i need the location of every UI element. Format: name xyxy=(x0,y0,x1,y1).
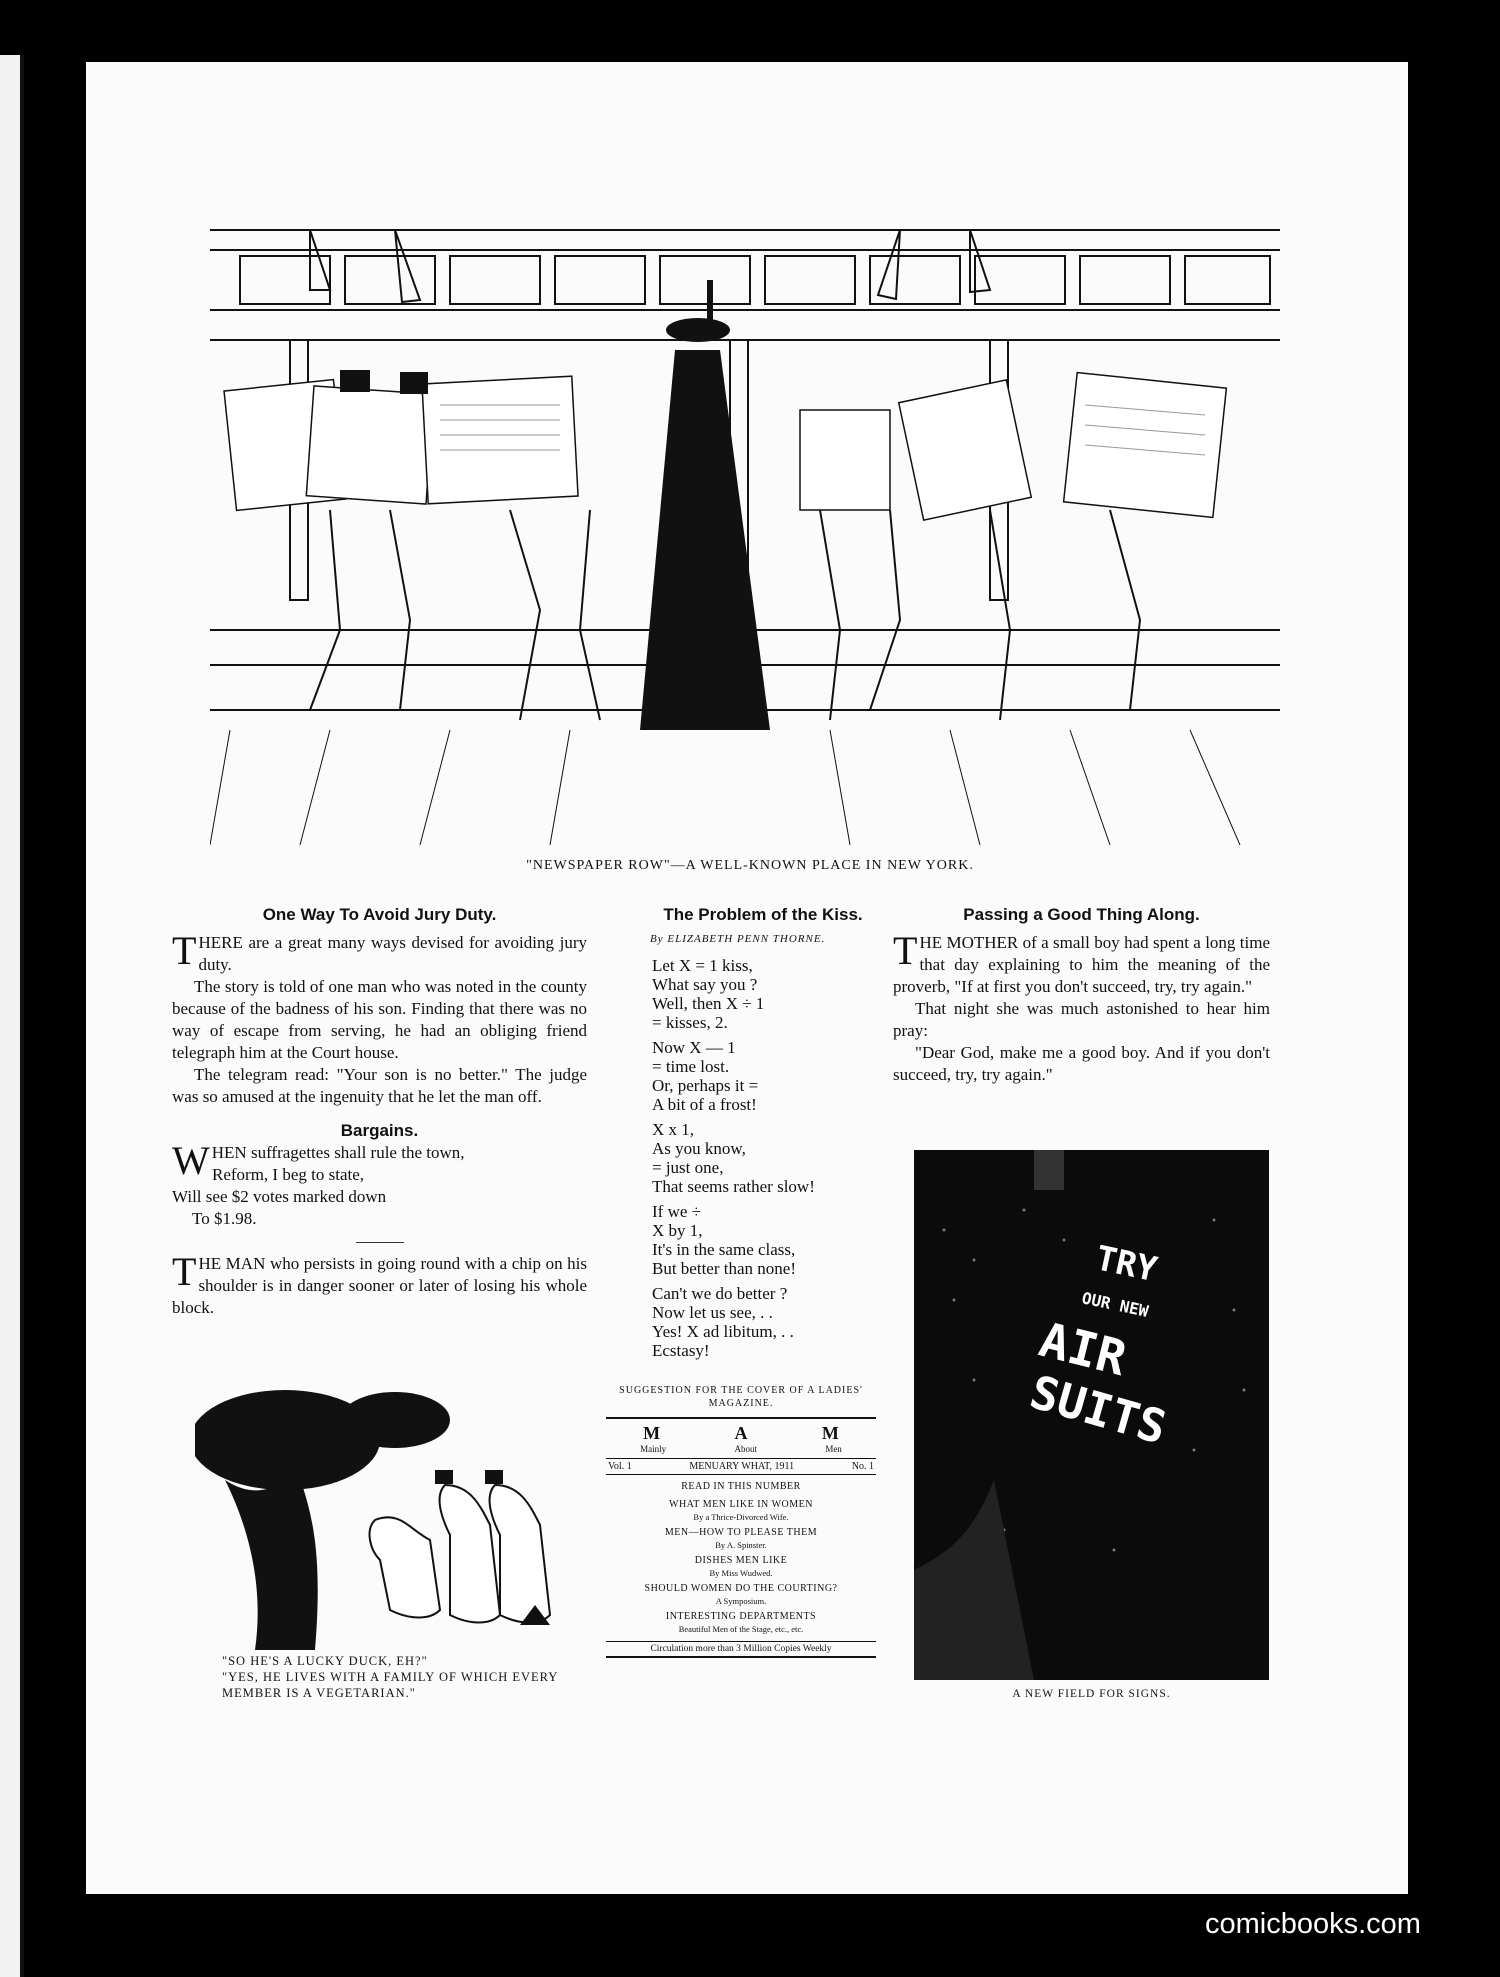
kiss-poem xyxy=(638,956,888,1360)
watermark: comicbooks.com xyxy=(1205,1908,1421,1940)
lucky-duck-cartoon xyxy=(195,1380,577,1650)
kiss-byline: By ELIZABETH PENN THORNE. xyxy=(650,933,826,945)
contents-byline: A Symposium. xyxy=(715,1596,767,1606)
passing-paragraph-1: THE MOTHER of a small boy had spent a long time that day explaining to him the meaning of the proverb, "If at first you don't succeed, try, try again." xyxy=(893,928,1270,996)
right-column xyxy=(893,904,1270,1086)
masthead-letter: M xyxy=(821,1423,839,1443)
masthead-word: Men xyxy=(825,1444,842,1454)
issue-date: MENUARY WHAT, 1911 xyxy=(689,1461,795,1472)
sign-text: AIR xyxy=(1034,1311,1132,1388)
poem-line: As you know, xyxy=(652,1139,746,1158)
poem-line: A bit of a frost! xyxy=(652,1095,757,1114)
caption-line: "SO HE'S A LUCKY DUCK, EH?" xyxy=(222,1654,428,1668)
sign-text: SUITS xyxy=(1024,1364,1173,1455)
poem-line: Or, perhaps it = xyxy=(652,1076,759,1095)
poem-line: If we ÷ xyxy=(652,1202,701,1221)
poem-line: Can't we do better ? xyxy=(652,1284,788,1303)
contents-heading: READ IN THIS NUMBER xyxy=(681,1481,801,1492)
sign-text: TRY xyxy=(1092,1238,1161,1291)
jury-paragraph-1: THERE are a great many ways devised for avoiding jury duty. xyxy=(172,928,587,974)
bargains-line: WHEN suffragettes shall rule the town, xyxy=(172,1138,465,1183)
sign-text: OUR NEW xyxy=(1080,1288,1151,1321)
issue-line xyxy=(606,1458,876,1475)
air-signs-caption: A NEW FIELD FOR SIGNS. xyxy=(1012,1688,1171,1700)
caption-line: "YES, HE LIVES WITH A FAMILY OF WHICH EVERY MEMBER IS A VEGETARIAN." xyxy=(222,1670,558,1700)
bargains-line: Reform, I beg to state, xyxy=(212,1165,365,1184)
divider xyxy=(356,1242,404,1243)
poem-line: Now let us see, . . xyxy=(652,1303,773,1322)
poem-line: Now X — 1 xyxy=(652,1038,736,1057)
adjacent-page-edge xyxy=(0,55,20,1977)
circulation-line: Circulation more than 3 Million Copies Weekly xyxy=(606,1641,876,1658)
poem-line: Well, then X ÷ 1 xyxy=(652,994,765,1013)
kiss-title: The Problem of the Kiss. xyxy=(663,905,863,924)
poem-line: Ecstasy! xyxy=(652,1341,710,1360)
mock-magazine-cover xyxy=(606,1417,876,1658)
left-column xyxy=(172,904,587,1319)
poem-line: It's in the same class, xyxy=(652,1240,796,1259)
volume: Vol. 1 xyxy=(608,1461,632,1472)
poem-line: X by 1, xyxy=(652,1221,703,1240)
poem-line: Yes! X ad libitum, . . xyxy=(652,1322,794,1341)
bargains-verse xyxy=(172,1138,587,1230)
poem-line: = kisses, 2. xyxy=(652,1013,728,1032)
page-gutter-shadow xyxy=(20,55,24,1977)
masthead-letters xyxy=(606,1423,876,1444)
duck-cartoon-caption xyxy=(196,1653,596,1701)
contents-item: DISHES MEN LIKE xyxy=(694,1555,788,1566)
contents-byline: Beautiful Men of the Stage, etc., etc. xyxy=(678,1624,804,1634)
contents-byline: By Miss Wudwed. xyxy=(709,1568,773,1578)
bargains-line: To $1.98. xyxy=(192,1209,257,1228)
contents-byline: By A. Spinster. xyxy=(715,1540,767,1550)
poem-line: What say you ? xyxy=(652,975,758,994)
contents-item: INTERESTING DEPARTMENTS xyxy=(665,1611,817,1622)
middle-column xyxy=(638,904,888,1360)
passing-paragraph-2: That night she was much astonished to hear him pray: xyxy=(893,999,1270,1040)
issue-number: No. 1 xyxy=(851,1461,874,1472)
contents xyxy=(606,1481,876,1635)
passing-paragraph-3: "Dear God, make me a good boy. And if you don't succeed, try, try again." xyxy=(893,1043,1270,1084)
magazine-suggestion-heading: SUGGESTION FOR THE COVER OF A LADIES' MAGAZINE. xyxy=(619,1385,863,1409)
passing-title: Passing a Good Thing Along. xyxy=(963,905,1200,924)
contents-item: SHOULD WOMEN DO THE COURTING? xyxy=(644,1583,838,1594)
bargains-line: Will see $2 votes marked down xyxy=(172,1187,387,1206)
masthead-word: About xyxy=(734,1444,757,1454)
masthead-letter: A xyxy=(734,1423,748,1443)
chip-paragraph: THE MAN who persists in going round with a chip on his shoulder is in danger sooner or later of losing his whole block. xyxy=(172,1249,587,1317)
poem-line: That seems rather slow! xyxy=(652,1177,815,1196)
bargains-title: Bargains. xyxy=(340,1121,419,1140)
jury-paragraph-2: The story is told of one man who was noted in the county because of the badness of his son. Finding that there was no way of escape from serving, he had an obliging friend telegraph him at the Court house. xyxy=(172,977,587,1062)
poem-line: But better than none! xyxy=(652,1259,796,1278)
illustration-caption: "NEWSPAPER ROW"—A WELL-KNOWN PLACE IN NEW YORK. xyxy=(526,858,974,873)
masthead-words xyxy=(606,1444,876,1454)
poem-line: X x 1, xyxy=(652,1120,695,1139)
jury-duty-title: One Way To Avoid Jury Duty. xyxy=(262,905,497,924)
poem-line: Let X = 1 kiss, xyxy=(652,956,753,975)
contents-item: WHAT MEN LIKE IN WOMEN xyxy=(669,1499,813,1510)
air-signs-illustration xyxy=(914,1150,1269,1680)
masthead-letter: M xyxy=(643,1423,661,1443)
newspaper-row-illustration xyxy=(210,210,1280,845)
poem-line: = time lost. xyxy=(652,1057,730,1076)
contents-item: MEN—HOW TO PLEASE THEM xyxy=(664,1527,818,1538)
jury-paragraph-3: The telegram read: "Your son is no better." The judge was so amused at the ingenuity that he let the man off. xyxy=(172,1065,587,1106)
masthead-word: Mainly xyxy=(640,1444,667,1454)
contents-byline: By a Thrice-Divorced Wife. xyxy=(693,1512,789,1522)
poem-line: = just one, xyxy=(652,1158,724,1177)
